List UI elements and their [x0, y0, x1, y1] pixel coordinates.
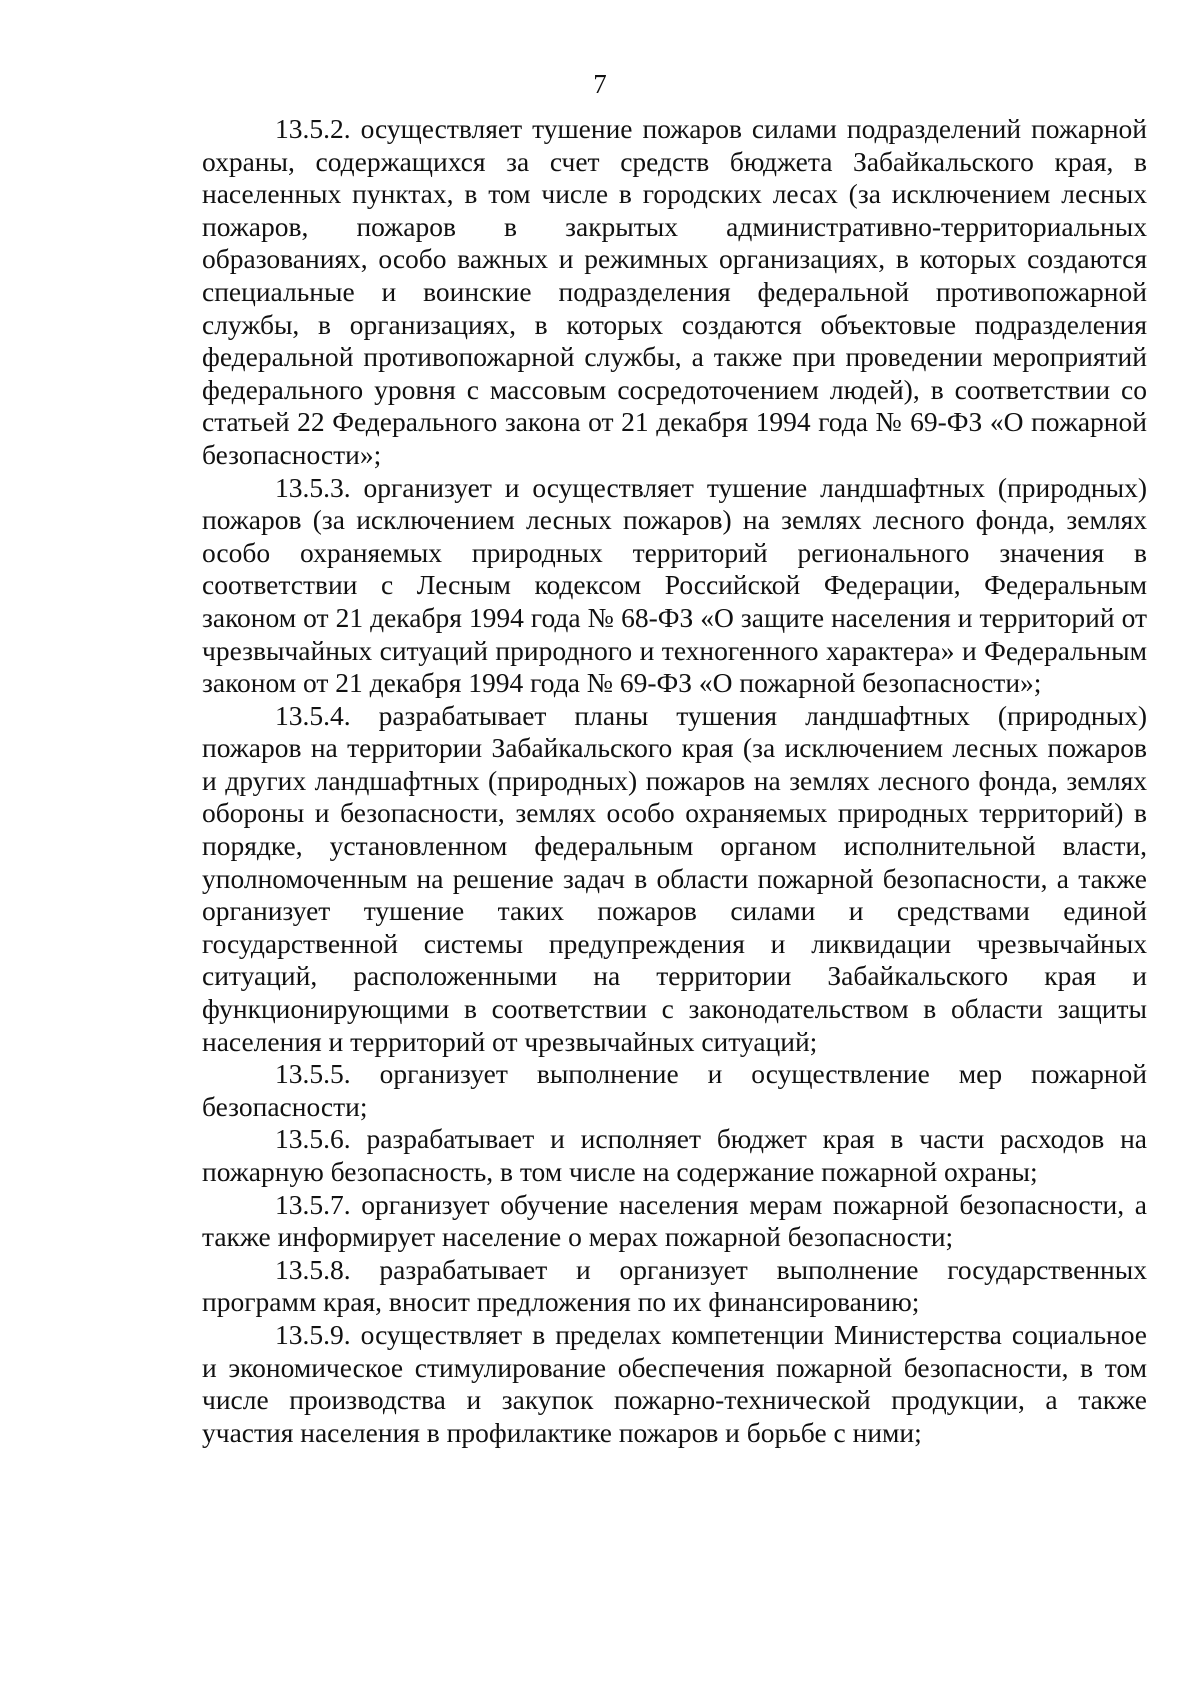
paragraph-13-5-4: 13.5.4. разрабатывает планы тушения ландшафтных (природных) пожаров на территории Забайкальского края (за исключением лесных пожаров и других ландшафтных (природных) пожаров на землях лесного фонда, землях обороны и безопасности, землях особо охраняемых природных территорий) в порядке, установленном федеральным органом исполнительной власти, уполномоченным на решение задач в области пожарной безопасности, а также организует тушение таких пожаров силами и средствами единой государственной системы предупреждения и ликвидации чрезвычайных ситуаций, расположенными на территории Забайкальского края и функционирующими в соответствии с законодательством в области защиты населения и территорий от чрезвычайных ситуаций; — [202, 699, 1147, 1057]
paragraph-13-5-9: 13.5.9. осуществляет в пределах компетенции Министерства социальное и экономическое стимулирование обеспечения пожарной безопасности, в том числе производства и закупок пожарно-технической продукции, а также участия населения в профилактике пожаров и борьбе с ними; — [202, 1318, 1147, 1448]
page-number: 7 — [593, 69, 607, 99]
paragraph-13-5-3: 13.5.3. организует и осуществляет тушение ландшафтных (природных) пожаров (за исключением лесных пожаров) на землях лесного фонда, землях особо охраняемых природных территорий регионального значения в соответствии с Лесным кодексом Российской Федерации, Федеральным законом от 21 декабря 1994 года № 68-ФЗ «О защите населения и территорий от чрезвычайных ситуаций природного и техногенного характера» и Федеральным законом от 21 декабря 1994 года № 69-ФЗ «О пожарной безопасности»; — [202, 471, 1147, 699]
document-body — [202, 113, 1147, 1449]
paragraph-13-5-2: 13.5.2. осуществляет тушение пожаров силами подразделений пожарной охраны, содержащихся за счет средств бюджета Забайкальского края, в населенных пунктах, в том числе в городских лесах (за исключением лесных пожаров, пожаров в закрытых административно-территориальных образованиях, особо важных и режимных организациях, в которых создаются специальные и воинские подразделения федеральной противопожарной службы, в организациях, в которых создаются объектовые подразделения федеральной противопожарной службы, а также при проведении мероприятий федерального уровня с массовым сосредоточением людей), в соответствии со статьей 22 Федерального закона от 21 декабря 1994 года № 69-ФЗ «О пожарной безопасности»; — [202, 113, 1147, 470]
paragraph-13-5-5: 13.5.5. организует выполнение и осуществление мер пожарной безопасности; — [202, 1058, 1147, 1122]
paragraph-13-5-7: 13.5.7. организует обучение населения мерам пожарной безопасности, а также информирует население о мерах пожарной безопасности; — [202, 1188, 1147, 1253]
paragraph-13-5-6: 13.5.6. разрабатывает и исполняет бюджет края в части расходов на пожарную безопасность, в том числе на содержание пожарной охраны; — [202, 1123, 1147, 1187]
paragraph-13-5-8: 13.5.8. разрабатывает и организует выполнение государственных программ края, вносит предложения по их финансированию; — [202, 1253, 1147, 1318]
